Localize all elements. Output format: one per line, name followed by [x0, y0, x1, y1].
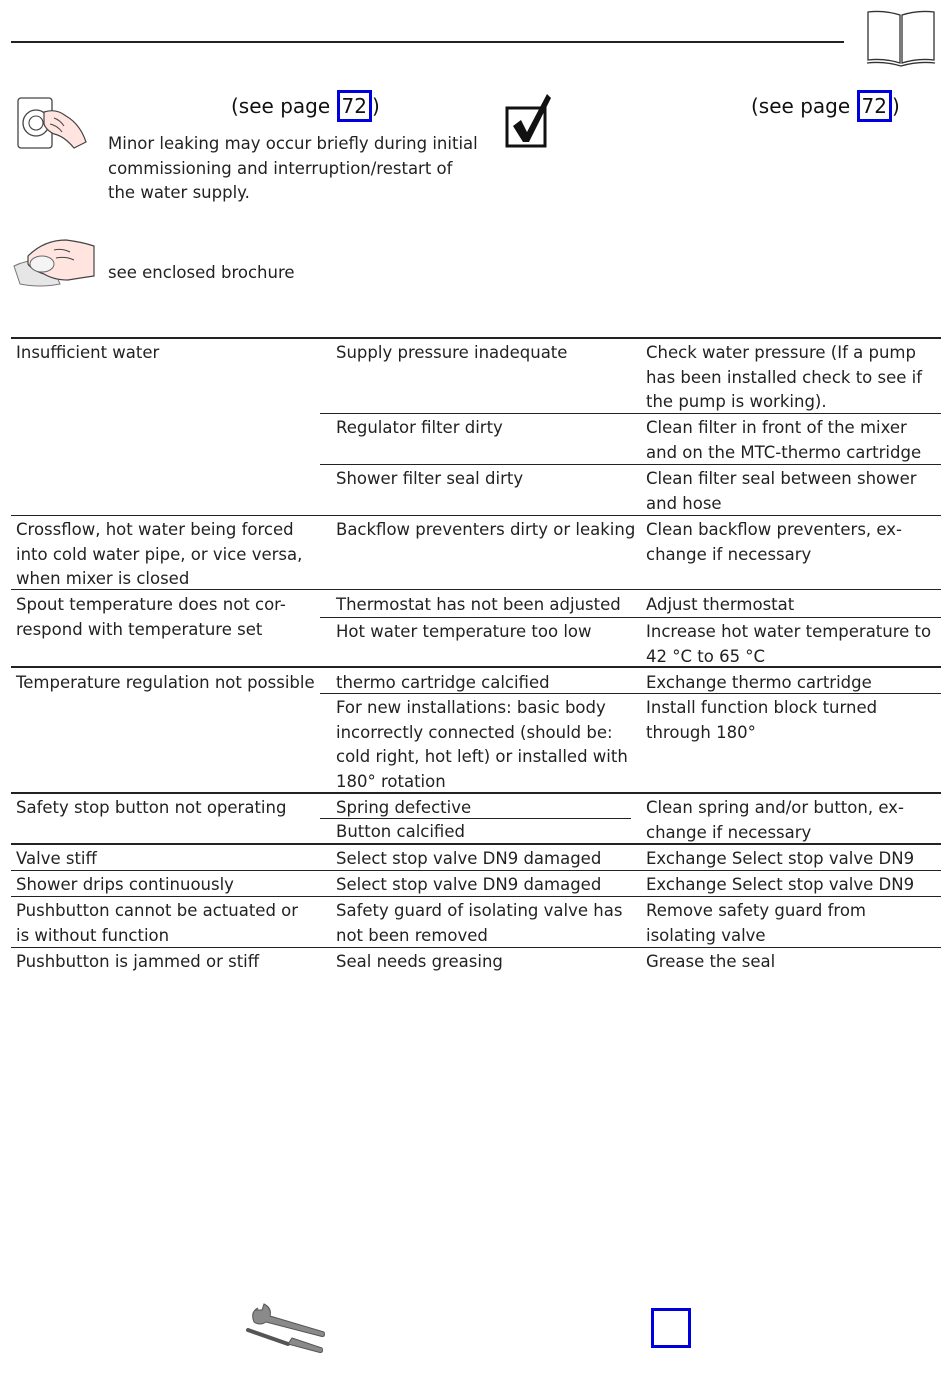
- leak-note: Minor leaking may occur briefly during initial commissioning and interruption/restart of the water supply.: [108, 134, 478, 202]
- remedy-cell: Exchange thermo cartridge: [646, 673, 872, 692]
- problem-cell: Crossflow, hot water being forced into cold water pipe, or vice versa, when mixer is closed: [16, 520, 303, 589]
- remedy-cell: Clean spring and/or button, ex-change if necessary: [646, 798, 904, 842]
- see-page-suffix: ): [891, 94, 900, 118]
- checkmark-icon: [505, 90, 555, 150]
- cause-cell: Select stop valve DN9 damaged: [336, 849, 602, 868]
- header-rule: [11, 41, 844, 43]
- remedy-cell: Adjust thermostat: [646, 595, 795, 614]
- see-page-reference-right: [751, 90, 900, 122]
- problem-cell: Pushbutton is jammed or stiff: [16, 952, 260, 971]
- see-page-reference-left: [231, 90, 380, 122]
- cause-cell: Spring defective: [336, 798, 472, 817]
- cause-cell: Supply pressure inadequate: [336, 343, 568, 362]
- remedy-cell: Install function block turned through 180°: [646, 698, 878, 742]
- remedy-cell: Clean filter in front of the mixer and on the MTC-thermo cartridge: [646, 418, 922, 462]
- tap-handle-icon: [14, 90, 90, 152]
- problem-cell: Spout temperature does not cor-respond with temperature set: [16, 595, 286, 639]
- problem-cell: Temperature regulation not possible: [16, 673, 315, 692]
- table-top-rule: [11, 337, 941, 339]
- problem-cell: Pushbutton cannot be actuated or is without function: [16, 901, 299, 945]
- see-page-prefix: (see page: [231, 94, 337, 118]
- remedy-cell: Remove safety guard from isolating valve: [646, 901, 867, 945]
- cause-cell: For new installations: basic body incorrectly connected (should be: cold right, hot left) or installed with 180° rotation: [336, 698, 628, 791]
- cause-cell: thermo cartridge calcified: [336, 673, 550, 692]
- cause-cell: Safety guard of isolating valve has not been removed: [336, 901, 623, 945]
- cause-cell: Regulator filter dirty: [336, 418, 503, 437]
- cause-cell: Hot water temperature too low: [336, 622, 592, 641]
- remedy-cell: Check water pressure (If a pump has been installed check to see if the pump is working).: [646, 343, 923, 412]
- wrench-screwdriver-icon: [244, 1300, 328, 1358]
- problem-cell: Shower drips continuously: [16, 875, 234, 894]
- cause-cell: Thermostat has not been adjusted: [336, 595, 621, 614]
- cause-cell: Backflow preventers dirty or leaking: [336, 520, 636, 539]
- cause-cell: Select stop valve DN9 damaged: [336, 875, 602, 894]
- problem-cell: Valve stiff: [16, 849, 97, 868]
- cause-cell: Button calcified: [336, 822, 465, 841]
- problem-cell: Insufficient water: [16, 343, 160, 362]
- remedy-cell: Clean backflow preventers, ex-change if necessary: [646, 520, 902, 564]
- brochure-note: see enclosed brochure: [108, 263, 295, 282]
- book-icon: [866, 8, 936, 68]
- cause-cell: Shower filter seal dirty: [336, 469, 524, 488]
- remedy-cell: Exchange Select stop valve DN9: [646, 875, 915, 894]
- see-page-suffix: ): [371, 94, 380, 118]
- remedy-cell: Grease the seal: [646, 952, 776, 971]
- remedy-cell: Exchange Select stop valve DN9: [646, 849, 915, 868]
- problem-cell: Safety stop button not operating: [16, 798, 287, 817]
- page-link-left[interactable]: 72: [337, 90, 372, 122]
- hand-cleaning-icon: [10, 236, 96, 290]
- page-link-right[interactable]: 72: [857, 90, 892, 122]
- cause-cell: Seal needs greasing: [336, 952, 503, 971]
- remedy-cell: Increase hot water temperature to 42 °C to 65 °C: [646, 622, 932, 666]
- remedy-cell: Clean filter seal between shower and hose: [646, 469, 917, 513]
- page-reference-box[interactable]: [651, 1308, 691, 1348]
- see-page-prefix: (see page: [751, 94, 857, 118]
